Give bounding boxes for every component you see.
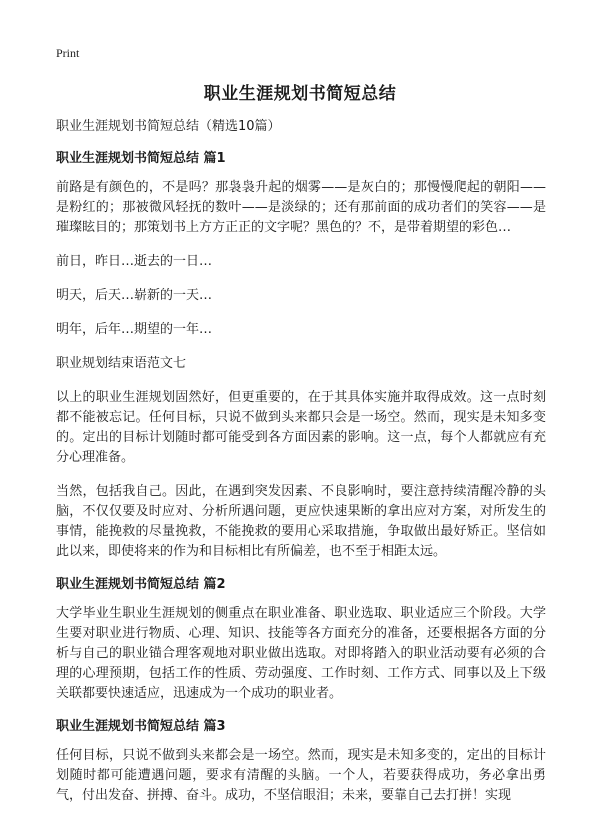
paragraph: 大学毕业生职业生涯规划的侧重点在职业准备、职业选取、职业适应三个阶段。大学生要对职业进行物质、心理、知识、技能等各方面充分的准备，还要根据各方面的分析与自己的职业锚合理客观地对职业做出选取。对即将踏入的职业活动要有必须的合理的心理预期，包括工作的性质、劳动强度、工作时刻、工作方式、同事以及上下级关联都要快速适应，迅速成为一个成功的职业者。 [56, 606, 546, 701]
paragraph: 当然，包括我自己。因此，在遇到突发因素、不良影响时，要注意持续清醒冷静的头脑，不仅仅要及时应对、分析所遇问题，更应快速果断的拿出应对方案，对所发生的事情，能挽救的尽量挽救，不能挽救的要用心采取措施，争取做出最好矫正。坚信如此以来，即使将来的作为和目标相比有所偏差，也不至于相距太远。 [56, 484, 546, 559]
print-label[interactable]: Print [56, 46, 80, 60]
paragraph: 明年，后年…期望的一年… [56, 322, 213, 337]
paragraph: 前路是有颜色的，不是吗？那袅袅升起的烟雾——是灰白的；那慢慢爬起的朝阳——是粉红的；那被微风轻抚的数叶——是淡绿的；还有那前面的成功者们的笑容——是璀璨眩目的；那策划书上方方正正的文字呢？黑色的？不，是带着期望的彩色… [56, 180, 546, 235]
document-subtitle: 职业生涯规划书简短总结（精选10篇） [56, 119, 281, 134]
document-body [56, 118, 546, 820]
section-heading-3: 职业生涯规划书简短总结 篇3 [56, 719, 226, 734]
paragraph: 以上的职业生涯规划固然好，但更重要的，在于其具体实施并取得成效。这一点时刻都不能被忘记。任何目标，只说不做到头来都只会是一场空。然而，现实是未知多变的。定出的目标计划随时都可能受到各方面因素的影响。这一点，每个人都就应有充分心理准备。 [56, 390, 546, 465]
section-heading-2: 职业生涯规划书简短总结 篇2 [56, 577, 226, 592]
paragraph: 职业规划结束语范文七 [56, 356, 187, 371]
paragraph: 任何目标，只说不做到头来都会是一场空。然而，现实是未知多变的，定出的目标计划随时都可能遭遇问题，要求有清醒的头脑。一个人，若要获得成功，务必拿出勇气，付出发奋、拼搏、奋斗。成功，不坚信眼泪；未来，要靠自己去打拼！实现 [56, 748, 546, 803]
paragraph: 明天，后天…崭新的一天… [56, 288, 213, 303]
paragraph: 前日，昨日…逝去的一日… [56, 254, 213, 269]
section-heading-1: 职业生涯规划书简短总结 篇1 [56, 151, 226, 166]
document-title: 职业生涯规划书简短总结 [203, 84, 397, 104]
